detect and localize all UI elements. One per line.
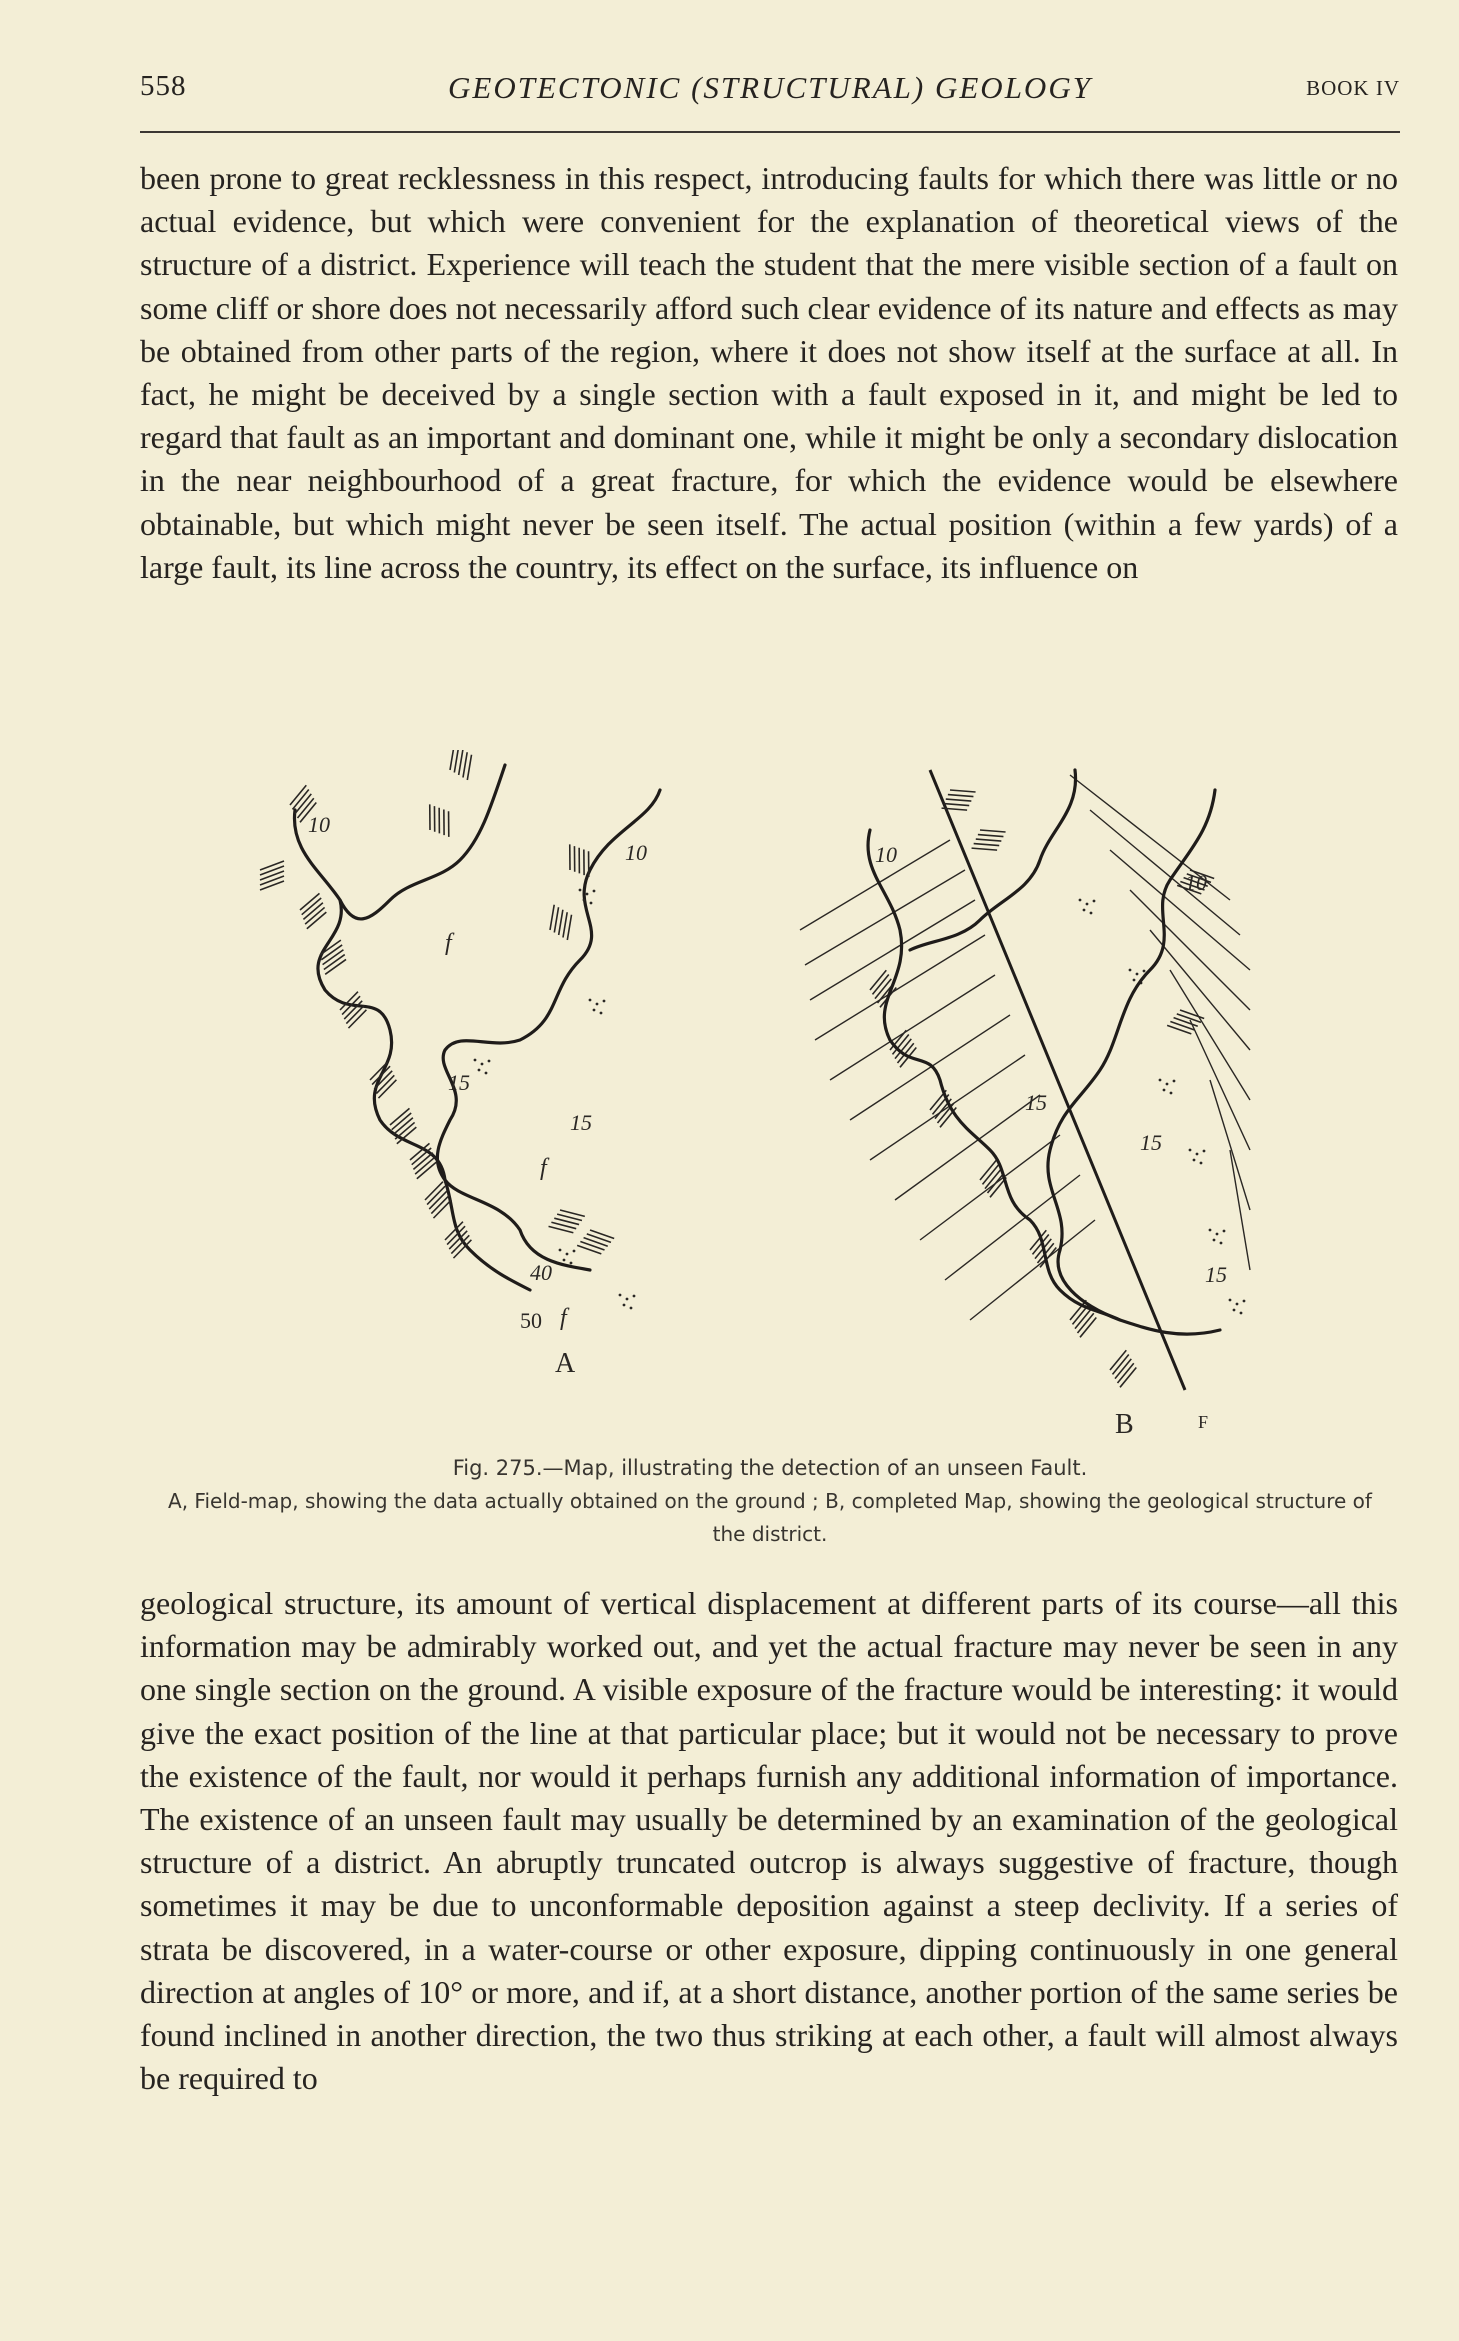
- map-b-dip-4: 15: [1140, 1130, 1162, 1155]
- figure-caption-title: Fig. 275.—Map, illustrating the detection of an unseen Fault.: [452, 1456, 1088, 1480]
- map-b-dip-2: 10: [1185, 870, 1207, 895]
- map-a-dip-labels: [308, 812, 647, 1333]
- map-b-dip-3: 15: [1025, 1090, 1047, 1115]
- header-rule: [140, 131, 1400, 133]
- figure-275-maps: [230, 750, 1290, 1450]
- map-a-dip-6: 50: [520, 1308, 542, 1333]
- figure-275: [230, 750, 1290, 1450]
- paragraph-bottom-text: geological structure, its amount of vertical displacement at different parts of its course—all this information may be admirably worked out, and yet the actual fracture may never be seen in any one single section on the ground. A visible exposure of the fracture would be interesting: it would give the exact position of the line at that particular place; but it would not be necessary to prove the existence of the fault, nor would it perhaps furnish any additional information of importance. The existence of an unseen fault may usually be determined by an examination of the geological structure of a district. An abruptly truncated outcrop is always suggestive of fracture, though sometimes it may be due to unconformable deposition against a steep declivity. If a series of strata be discovered, in a water-course or other exposure, dipping continuously in one general direction at angles of 10° or more, and if, at a short distance, another portion of the same series be found inclined in another direction, the two thus striking at each other, a fault will almost always be required to: [140, 1585, 1398, 2097]
- map-b: [800, 770, 1250, 1440]
- map-b-fault-label: F: [1198, 1412, 1209, 1432]
- paragraph-top: [140, 157, 1398, 589]
- map-a-fault-mark-2: f: [540, 1155, 547, 1181]
- map-b-label: B: [1115, 1409, 1134, 1440]
- map-a-dip-1: 10: [308, 812, 330, 837]
- map-a-dip-5: 40: [530, 1260, 552, 1285]
- figure-caption: [160, 1451, 1380, 1551]
- map-b-fault-line: [930, 770, 1185, 1390]
- map-a-label: A: [555, 1348, 576, 1379]
- map-b-streams: [868, 770, 1220, 1334]
- book-label: BOOK IV: [1306, 76, 1400, 100]
- figure-caption-description: A, Field-map, showing the data actually obtained on the ground ; B, completed Map, showing the geological structure of the district.: [168, 1489, 1372, 1546]
- map-a-fault-mark-1: f: [445, 930, 452, 956]
- map-a-dip-2: 10: [625, 840, 647, 865]
- map-a-dip-3: 15: [448, 1070, 470, 1095]
- paragraph-top-text: been prone to great recklessness in this respect, introducing faults for which there was little or no actual evidence, but which were convenient for the explanation of theoretical views of the structure of a district. Experience will teach the student that the mere visible section of a fault on some cliff or shore does not necessarily afford such clear evidence of its nature and effects as may be obtained from other parts of the region, where it does not show itself at the surface at all. In fact, he might be deceived by a single section with a fault exposed in it, and might be led to regard that fault as an important and dominant one, while it might be only a secondary dislocation in the near neighbourhood of a great fracture, for which the evidence would be elsewhere obtainable, but which might never be seen itself. The actual position (within a few yards) of a large fault, its line across the country, its effect on the surface, its influence on: [140, 160, 1398, 585]
- map-a-fault-mark-3: f: [560, 1305, 567, 1331]
- map-a: [260, 750, 660, 1379]
- running-title: GEOTECTONIC (STRUCTURAL) GEOLOGY: [448, 70, 1092, 105]
- map-b-dip-5: 15: [1205, 1262, 1227, 1287]
- page-number: 558: [140, 70, 187, 102]
- running-header: [140, 70, 1400, 112]
- paragraph-bottom: [140, 1582, 1398, 2100]
- map-a-dip-4: 15: [570, 1110, 592, 1135]
- map-b-dip-1: 10: [875, 842, 897, 867]
